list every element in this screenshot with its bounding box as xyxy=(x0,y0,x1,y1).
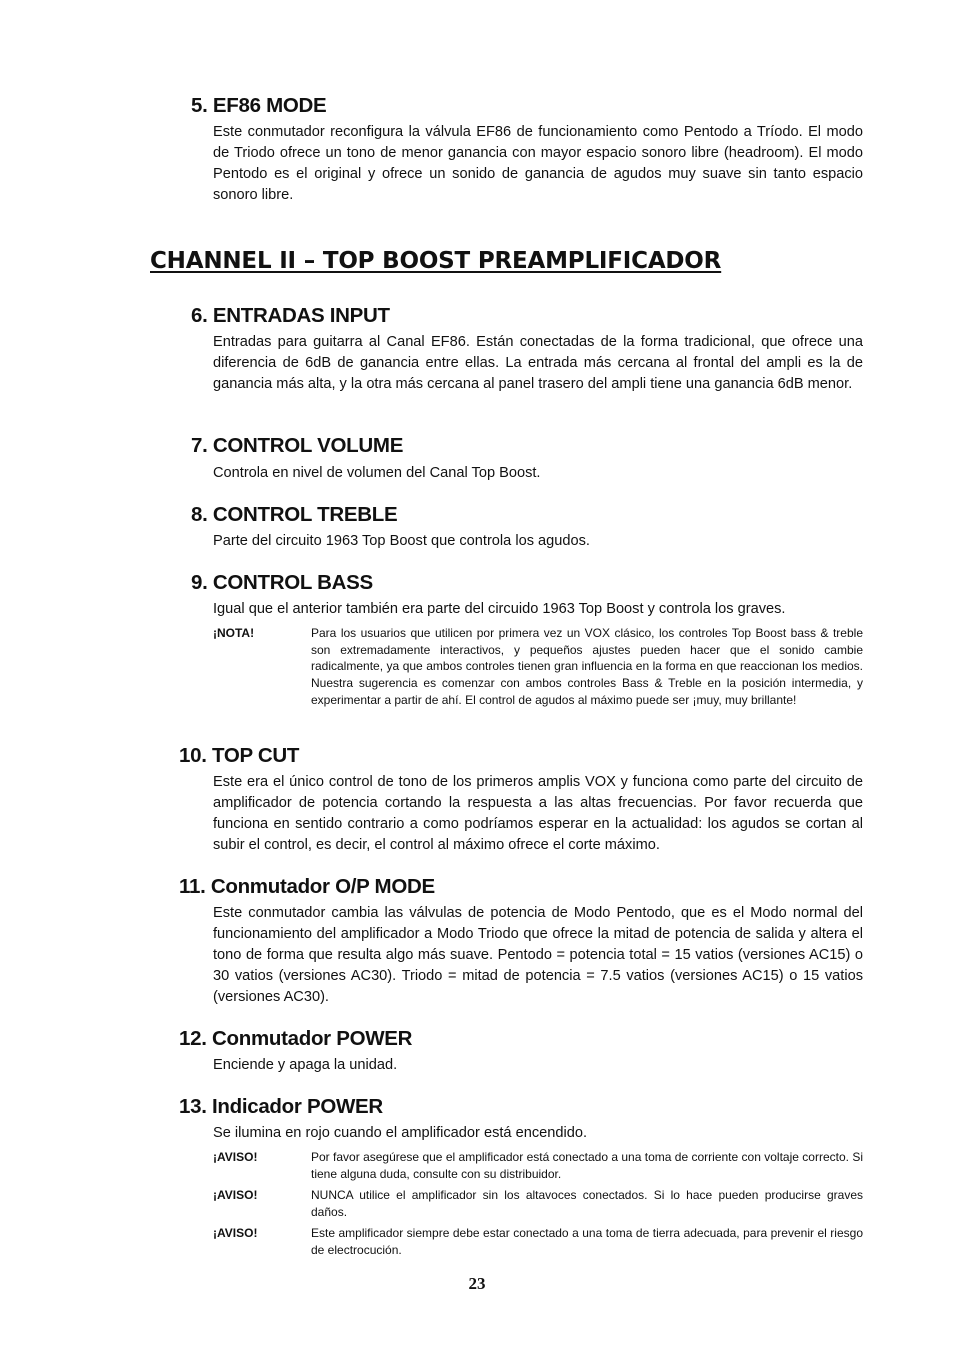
paragraph-ef86-mode: Este conmutador reconfigura la válvula EF86 de funcionamiento como Pentodo a Tríodo. El modo de Triodo ofrece un tono de menor ganancia con mayor espacio sonoro libre (headroom). El modo Pentodo es el original y ofrece un sonido de ganancia de agudos muy suave sin tanto espacio sonoro libre. xyxy=(213,124,863,203)
paragraph-entradas-input: Entradas para guitarra al Canal EF86. Están conectadas de la forma tradicional, que ofrece una diferencia de 6dB de ganancia entre ellas. La entrada más cercana al frontal del ampli es la de ganancia más alta, y la otra más cercana al panel trasero del ampli tiene una ganancia 6dB menor. xyxy=(213,334,863,392)
heading-op-mode: 11. Conmutador O/P MODE xyxy=(179,875,435,898)
heading-top-cut: 10. TOP CUT xyxy=(179,744,300,767)
warning-label: ¡AVISO! xyxy=(213,1150,258,1164)
warning-label: ¡AVISO! xyxy=(213,1188,258,1202)
warning-label: ¡AVISO! xyxy=(213,1226,258,1240)
heading-control-bass: 9. CONTROL BASS xyxy=(191,571,373,594)
heading-control-treble: 8. CONTROL TREBLE xyxy=(191,503,398,526)
note-label: ¡NOTA! xyxy=(213,626,255,640)
paragraph-control-volume: Controla en nivel de volumen del Canal Top Boost. xyxy=(213,465,541,481)
heading-entradas-input: 6. ENTRADAS INPUT xyxy=(191,304,390,327)
paragraph-op-mode: Este conmutador cambia las válvulas de potencia de Modo Pentodo, que es el Modo normal del funcionamiento del amplificador a Modo Triodo que ofrece la mitad de potencia de salida y altera el tono de forma que resulta algo más suave. Pentodo = potencia total = 15 vatios (versiones AC15) o 30 vatios (versiones AC30). Triodo = mitad de potencia = 7.5 vatios (versiones AC15) o 15 vatios (versiones AC30). xyxy=(213,905,863,1005)
paragraph-top-cut: Este era el único control de tono de los primeros amplis VOX y funciona como parte del circuito de amplificador de potencia cortando la respuesta a las altas frecuencias. Por favor recuerda que funciona en sentido contrario a como podríamos esperar en la actualidad: los agudos se cortan al subir el control, es decir, el control al máximo ofrece el corte máximo. xyxy=(213,774,863,853)
heading-control-volume: 7. CONTROL VOLUME xyxy=(191,434,404,457)
paragraph-control-bass: Igual que el anterior también era parte del circuido 1963 Top Boost y controla los graves. xyxy=(213,601,786,617)
note-text: Para los usuarios que utilicen por primera vez un VOX clásico, los controles Top Boost bass & treble son extremadamente interactivos, y pequeños ajustes pueden hacer que el sonido cambie radicalmente, ya que ambos controles tienen gran influencia en la forma en que reaccionan los medios. Nuestra sugerencia es comenzar con ambos controles Bass & Treble en la posición intermedia, y experimentar a partir de ahí. El control de agudos al máximo puede ser ¡muy, muy brillante! xyxy=(311,626,863,707)
paragraph-power-indicator: Se ilumina en rojo cuando el amplificador está encendido. xyxy=(213,1125,587,1141)
page-number: 23 xyxy=(468,1274,486,1293)
heading-power-indicator: 13. Indicador POWER xyxy=(179,1095,383,1118)
warning-text: NUNCA utilice el amplificador sin los altavoces conectados. Si lo hace pueden producirse graves daños. xyxy=(311,1188,863,1219)
heading-power-switch: 12. Conmutador POWER xyxy=(179,1027,413,1050)
warning-text: Por favor asegúrese que el amplificador está conectado a una toma de corriente con voltaje correcto. Si tiene alguna duda, consulte con su distribuidor. xyxy=(311,1150,863,1181)
warning-text: Este amplificador siempre debe estar conectado a una toma de tierra adecuada, para prevenir el riesgo de electrocución. xyxy=(311,1226,863,1257)
heading-ef86-mode: 5. EF86 MODE xyxy=(191,94,327,117)
channel-title: CHANNEL II – TOP BOOST PREAMPLIFICADOR xyxy=(150,248,722,274)
paragraph-power-switch: Enciende y apaga la unidad. xyxy=(213,1057,398,1073)
paragraph-control-treble: Parte del circuito 1963 Top Boost que controla los agudos. xyxy=(213,533,590,549)
